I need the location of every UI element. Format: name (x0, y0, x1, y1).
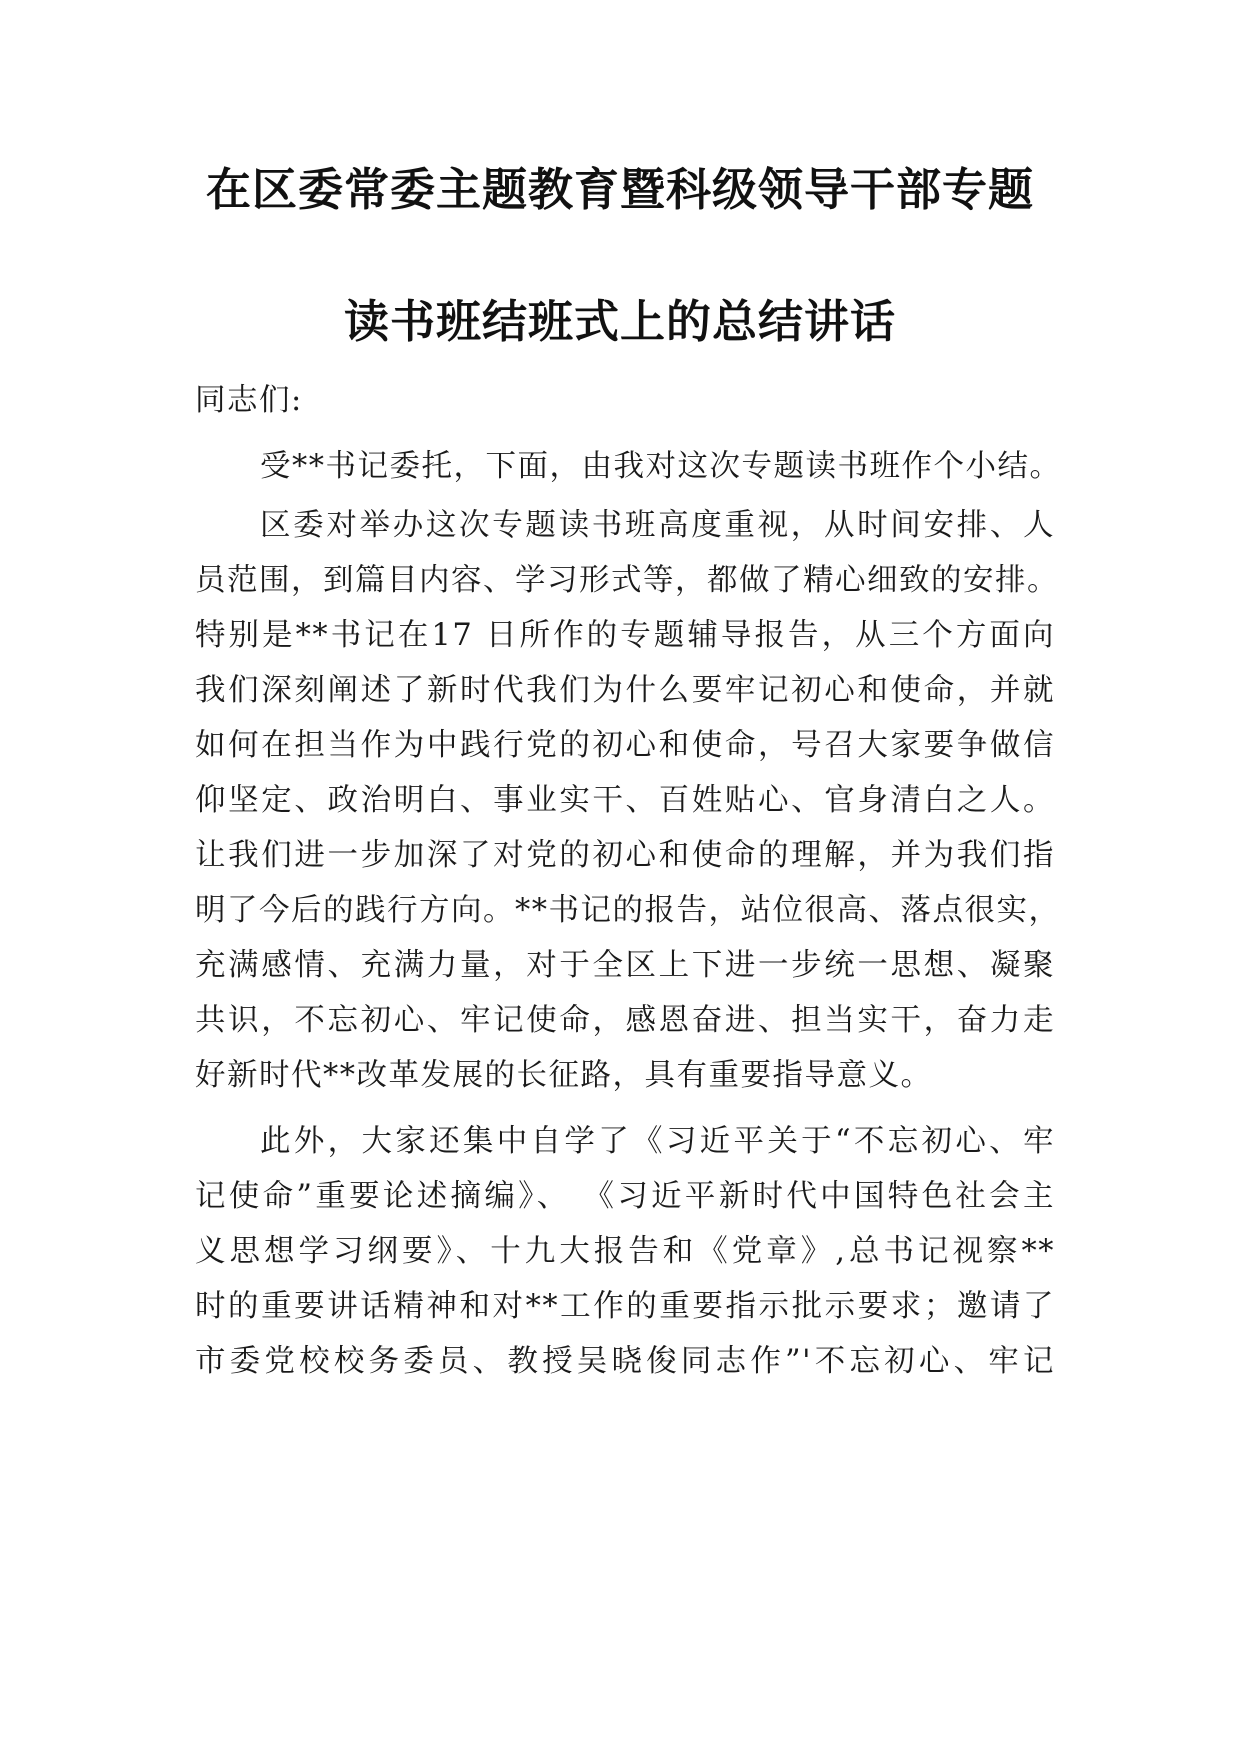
body-line: 好新时代**改革发展的长征路，具有重要指导意义。 (195, 1058, 933, 1093)
body-line: 让我们进一步加深了对党的初心和使命的理解，并为我们指 (195, 838, 1055, 873)
body-line: 时的重要讲话精神和对**工作的重要指示批示要求；邀请了 (195, 1289, 1055, 1324)
body-line: 充满感情、充满力量，对于全区上下进一步统一思想、凝聚 (195, 948, 1055, 983)
body-line: 仰坚定、政治明白、事业实干、百姓贴心、官身清白之人。 (195, 783, 1055, 818)
body-line: 记使命”重要论述摘编》、 《习近平新时代中国特色社会主 (195, 1179, 1055, 1214)
body-line: 市委党校校务委员、教授吴晓俊同志作”'不忘初心、牢记 (195, 1344, 1055, 1379)
body-line: 受**书记委托，下面，由我对这次专题读书班作个小结。 (260, 449, 1062, 484)
body-line: 我们深刻阐述了新时代我们为什么要牢记初心和使命，并就 (195, 673, 1055, 708)
salutation: 同志们: (195, 383, 303, 418)
body-line: 如何在担当作为中践行党的初心和使命，号召大家要争做信 (195, 728, 1055, 763)
body-line: 共识，不忘初心、牢记使命，感恩奋进、担当实干，奋力走 (195, 1003, 1055, 1038)
body-line: 此外，大家还集中自学了《习近平关于“不忘初心、牢 (260, 1124, 1055, 1159)
body-line: 特别是**书记在17 日所作的专题辅导报告，从三个方面向 (195, 618, 1055, 653)
body-line: 义思想学习纲要》、十九大报告和《党章》,总书记视察** (195, 1234, 1055, 1269)
document-title-line-2: 读书班结班式上的总结讲话 (343, 295, 896, 348)
document-title-line-1: 在区委常委主题教育暨科级领导干部专题 (205, 163, 1034, 216)
body-line: 员范围，到篇目内容、学习形式等，都做了精心细致的安排。 (195, 563, 1059, 598)
body-line: 区委对举办这次专题读书班高度重视，从时间安排、人 (260, 508, 1055, 543)
body-line: 明了今后的践行方向。**书记的报告，站位很高、落点很实， (195, 893, 1061, 928)
